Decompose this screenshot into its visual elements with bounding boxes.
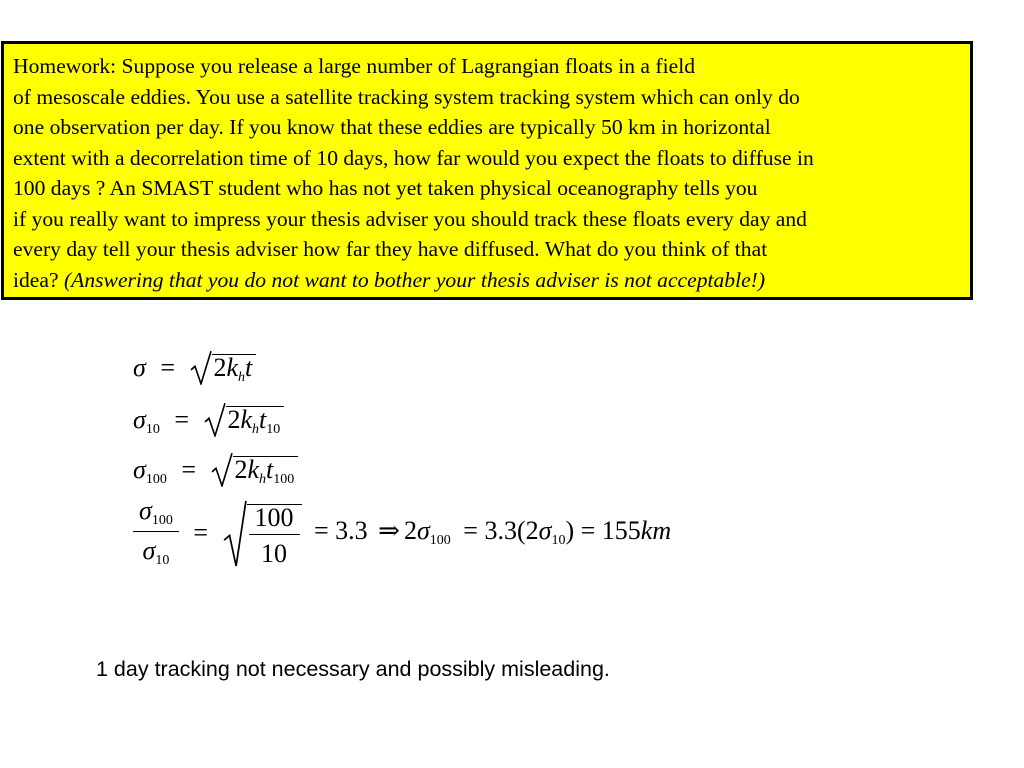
root-numerator: 100 xyxy=(254,502,294,532)
subscript-10: 10 xyxy=(551,533,566,548)
subscript-h: h xyxy=(238,370,246,385)
equals-sign: = xyxy=(193,518,208,547)
homework-last-line-prefix: idea? xyxy=(13,267,64,292)
sqrt-radical xyxy=(204,402,285,437)
subscript-100: 100 xyxy=(145,472,167,487)
root-denominator: 10 xyxy=(249,534,300,567)
symbol-sigma: σ xyxy=(139,496,152,525)
equation-sigma-10 xyxy=(133,402,284,437)
homework-line: Homework: Suppose you release a large number of Lagrangian floats in a field xyxy=(13,54,695,78)
sqrt-sign-icon xyxy=(190,350,212,385)
subscript-10: 10 xyxy=(145,422,160,437)
coefficient-two: 2 xyxy=(234,455,248,484)
subscript-h: h xyxy=(252,422,260,437)
sqrt-sign-icon xyxy=(223,500,247,567)
sqrt-radical-fraction xyxy=(223,500,302,567)
homework-line: of mesoscale eddies. You use a satellite tracking system tracking system which can only do xyxy=(13,84,800,109)
homework-box xyxy=(1,41,973,300)
result-expression: = 3.3(2 xyxy=(463,516,539,545)
symbol-k: k xyxy=(226,353,239,382)
symbol-k: k xyxy=(240,405,253,434)
coefficient-two: 2 xyxy=(403,516,417,545)
subscript-100: 100 xyxy=(151,513,173,528)
sqrt-radical xyxy=(190,350,257,385)
conclusion-text: 1 day tracking not necessary and possibly misleading. xyxy=(96,657,610,681)
result-value: ) = 155 xyxy=(565,516,641,545)
subscript-100: 100 xyxy=(429,533,451,548)
subscript-10: 10 xyxy=(155,553,170,568)
homework-line: 100 days ? An SMAST student who has not yet taken physical oceanography tells you xyxy=(13,176,758,200)
homework-line: extent with a decorrelation time of 10 days, how far would you expect the floats to diffuse in xyxy=(13,145,814,170)
coefficient-two: 2 xyxy=(227,405,241,434)
result-ratio: = 3.3 xyxy=(314,516,368,545)
symbol-sigma: σ xyxy=(538,516,552,545)
symbol-sigma: σ xyxy=(142,536,156,565)
fraction-sigma-ratio xyxy=(133,498,179,568)
result-chain xyxy=(308,516,672,548)
sqrt-sign-icon xyxy=(204,402,226,437)
symbol-sigma: σ xyxy=(133,455,146,484)
homework-line: every day tell your thesis adviser how far they have diffused. What do you think of that xyxy=(13,237,768,261)
symbol-sigma: σ xyxy=(133,405,146,434)
homework-last-line xyxy=(13,265,962,296)
homework-line: if you really want to impress your thesis adviser you should track these floats every day and xyxy=(13,206,807,231)
homework-line: one observation per day. If you know that these eddies are typically 50 km in horizontal xyxy=(13,115,771,139)
subscript-100: 100 xyxy=(273,472,295,487)
symbol-t: t xyxy=(245,353,253,382)
symbol-t: t xyxy=(259,405,267,434)
symbol-sigma: σ xyxy=(133,353,146,382)
sqrt-radical xyxy=(211,452,299,487)
equals-sign: = xyxy=(174,405,189,434)
sqrt-sign-icon xyxy=(211,452,233,487)
subscript-10: 10 xyxy=(266,422,281,437)
unit-km: km xyxy=(640,516,672,545)
symbol-t: t xyxy=(266,455,274,484)
homework-italic-note: (Answering that you do not want to bother your thesis adviser is not acceptable!) xyxy=(63,267,766,292)
implies-arrow: ⇒ xyxy=(378,516,400,545)
equation-sigma-100 xyxy=(133,452,298,487)
subscript-h: h xyxy=(259,472,267,487)
coefficient-two: 2 xyxy=(213,353,227,382)
equals-sign: = xyxy=(160,353,175,382)
symbol-k: k xyxy=(247,455,260,484)
equation-sigma xyxy=(133,350,256,385)
equals-sign: = xyxy=(181,455,196,484)
equation-ratio xyxy=(133,498,671,568)
symbol-sigma: σ xyxy=(416,516,430,545)
